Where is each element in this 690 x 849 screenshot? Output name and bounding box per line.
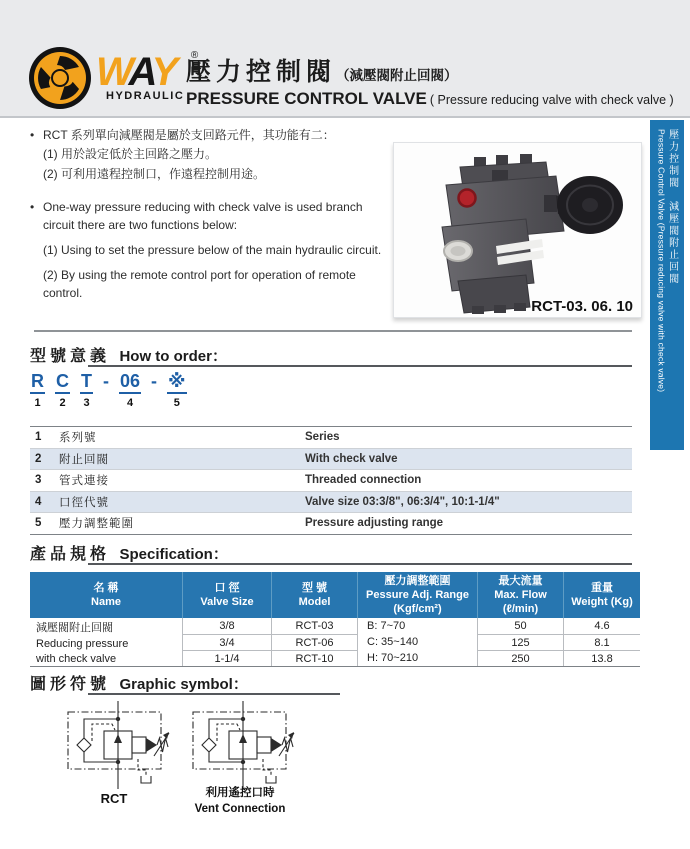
brand-letter-y: Y <box>151 50 176 94</box>
side-tab-en: Pressure Control Valve (Pressure reducing valve with check valve) <box>656 129 667 393</box>
spec-range-cell: B: 7~70 C: 35~140 H: 70~210 <box>357 618 477 666</box>
order-row-1: 1 系列號 Series <box>30 427 632 449</box>
spec-table-header <box>30 572 640 618</box>
col-weight: 重量 Weight (Kg) <box>563 572 640 618</box>
brand-pinwheel-icon <box>28 46 92 110</box>
code-part-1: R 1 <box>31 371 44 409</box>
brand-logo <box>28 46 199 110</box>
order-row-5: 5 壓力調整範圍 Pressure adjusting range <box>35 517 444 531</box>
brand-wordmark <box>92 46 199 102</box>
spec-model-2: RCT-06 <box>271 634 357 650</box>
intro-en-item2: (2) By using the remote control port for operation of remote control. <box>43 268 356 300</box>
spec-model-1: RCT-03 <box>271 618 357 634</box>
page-title-block <box>186 52 674 109</box>
col-name: 名 稱 Name <box>91 581 121 608</box>
intro-zh-item2: (2) 可利用遠程控制口，作遠程控制用途。 <box>43 166 266 181</box>
spec-flow-1: 50 <box>477 618 563 634</box>
order-row-4: 4 口徑代號 Valve size 03:3/8", 06:3/4", 10:1-1/4" <box>30 492 632 514</box>
heading-underline <box>88 563 632 565</box>
symbol-label-vent: 利用遙控口時 Vent Connection <box>194 787 286 815</box>
code-part-3: T 3 <box>81 371 92 409</box>
spec-size-2: 3/4 <box>182 634 271 650</box>
col-pressure-range: 壓力調整範圍 Pessure Adj. Range (Kgf/cm²) <box>357 572 477 618</box>
brand-letter-w: W <box>96 50 129 94</box>
code-part-5: ※ 5 <box>168 371 186 409</box>
spec-name-cell: 減壓閥附止回閥 Reducing pressure with check valve <box>36 622 129 665</box>
graphic-symbol-heading: 圖形符號 Graphic symbol： <box>30 671 248 694</box>
heading-underline <box>88 365 632 367</box>
specification-heading: 產品規格 Specification： <box>30 541 228 564</box>
spec-model-3: RCT-10 <box>271 650 357 666</box>
side-index-tab <box>650 120 684 450</box>
model-code <box>30 371 197 409</box>
side-tab-zh: 壓力控制閥 減壓閥附止回閥 <box>666 129 678 285</box>
spec-flow-2: 125 <box>477 634 563 650</box>
hydraulic-symbol-rct <box>58 699 170 796</box>
code-part-2: C 2 <box>56 371 69 409</box>
spec-table-body <box>30 618 640 667</box>
col-max-flow: 最大流量 Max. Flow (ℓ/min) <box>477 572 563 618</box>
how-to-order-heading: 型號意義 How to order： <box>30 343 227 366</box>
bullet-icon: • <box>30 200 35 215</box>
code-dash: - <box>103 371 109 391</box>
product-photo <box>393 142 642 318</box>
spec-size-1: 3/8 <box>182 618 271 634</box>
intro-text <box>30 127 395 304</box>
spec-size-3: 1-1/4 <box>182 650 271 666</box>
page-title-zh: 壓力控制閥 <box>186 58 337 86</box>
registered-mark: ® <box>190 50 199 61</box>
spec-weight-1: 4.6 <box>563 618 640 634</box>
spec-weight-3: 13.8 <box>563 650 640 666</box>
intro-en-item1: (1) Using to set the pressure below of the main hydraulic circuit. <box>43 242 382 257</box>
page-title-en-paren: ( Pressure reducing valve with check valve ) <box>429 93 674 107</box>
hydraulic-symbol-vent <box>183 699 295 796</box>
brand-letter-a: A <box>128 50 152 94</box>
spec-weight-2: 8.1 <box>563 634 640 650</box>
order-row-3: 3 管式連接 Threaded connection <box>30 470 632 492</box>
intro-zh-lead: • RCT 系列單向減壓閥是屬於支回路元件，其功能有二： <box>30 127 395 144</box>
section-divider <box>34 330 632 332</box>
bullet-icon: • <box>30 128 35 142</box>
symbol-label-rct: RCT <box>100 791 128 806</box>
page-title-zh-paren: （減壓閥附止回閥） <box>336 68 458 83</box>
brand-subtitle: HYDRAULIC <box>106 90 185 102</box>
page-header <box>0 0 690 118</box>
col-valve-size: 口 徑 Valve Size <box>182 572 271 618</box>
specification-table <box>30 572 640 667</box>
code-dash: - <box>151 371 158 391</box>
order-row-2: 2 附止回閥 With check valve <box>30 449 632 471</box>
page-title-en: PRESSURE CONTROL VALVE <box>186 89 427 108</box>
photo-caption: RCT-03. 06. 10 <box>531 298 633 315</box>
intro-en-lead: • One-way pressure reducing with check valve is used branch circuit there are two functions below: <box>30 199 395 234</box>
col-model: 型 號 Model <box>271 572 357 618</box>
code-part-4: 06 4 <box>120 371 141 409</box>
spec-flow-3: 250 <box>477 650 563 666</box>
valve-photo-illustration <box>394 143 641 317</box>
heading-underline <box>88 693 340 695</box>
order-legend-table <box>30 426 632 535</box>
intro-zh-item1: (1) 用於設定低於主回路之壓力。 <box>43 147 218 162</box>
